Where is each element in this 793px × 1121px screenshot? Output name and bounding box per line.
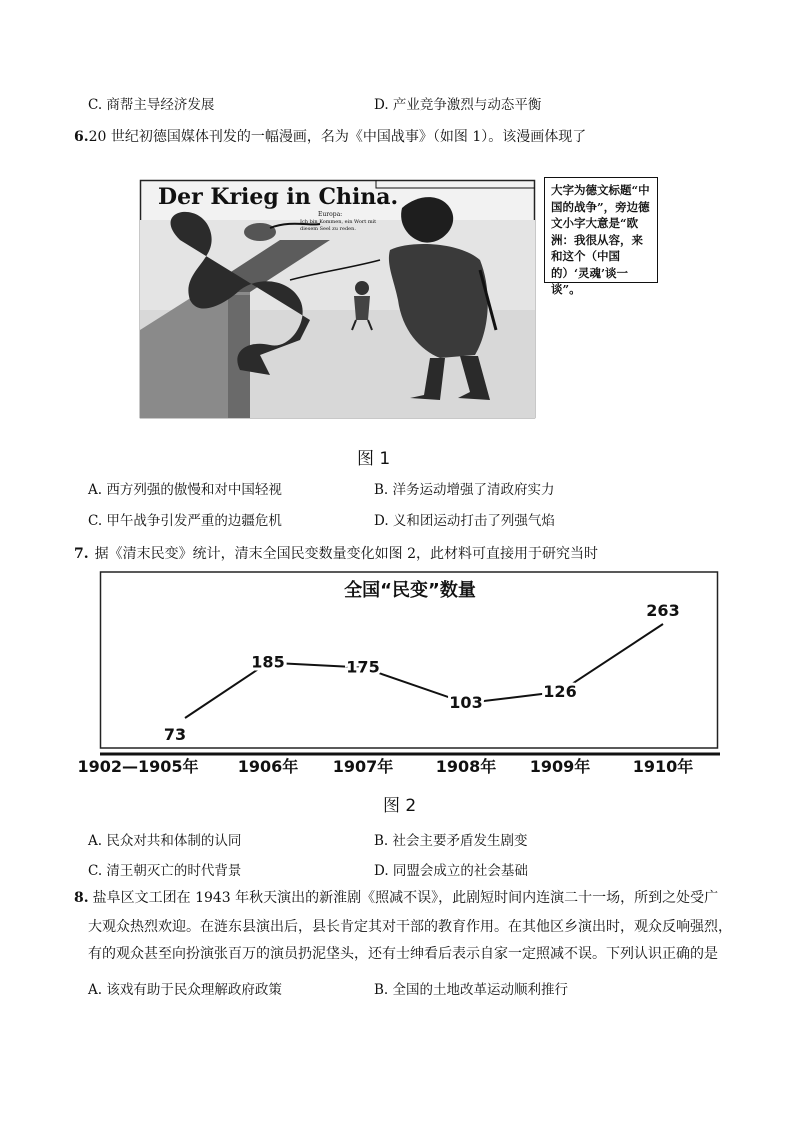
q7-number: 7. — [74, 546, 89, 562]
chart-value-label: 175 — [346, 657, 380, 677]
cartoon-small-figure-body — [354, 296, 370, 320]
q8-line-3: 有的观众甚至向扮演张百万的演员扔泥垡头，还有士绅看后表示自家一定照减不误。下列认识正确的是 — [88, 946, 718, 962]
cartoon-dragon-head — [244, 223, 276, 241]
chart-svg — [77, 568, 720, 778]
cartoon-small-figure-head — [355, 281, 369, 295]
chart-title: 全国“民变”数量 — [344, 580, 476, 601]
q5-option-c: C. 商帮主导经济发展 — [88, 97, 215, 113]
q8-line-1 — [74, 889, 718, 907]
chart-x-tick-label: 1909年 — [529, 757, 591, 776]
cartoon-drawing — [140, 180, 535, 418]
q7-stem-text: 据《清末民变》统计，清末全国民变数量变化如图 2，此材料可直接用于研究当时 — [94, 546, 598, 562]
q8-option-b: B. 全国的土地改革运动顺利推行 — [374, 982, 569, 998]
q7-option-c: C. 清王朝灭亡的时代背景 — [88, 863, 242, 879]
figure-2-chart — [77, 568, 720, 778]
chart-value-label: 126 — [543, 681, 577, 701]
q7-stem — [74, 545, 598, 563]
q6-option-c: C. 甲午战争引发严重的边疆危机 — [88, 513, 282, 529]
chart-value-label: 263 — [646, 601, 680, 620]
cartoon-image — [140, 180, 535, 418]
q6-option-b: B. 洋务运动增强了清政府实力 — [374, 482, 555, 498]
cartoon-title: Der Krieg in China. — [158, 184, 399, 210]
q6-stem — [74, 128, 586, 146]
q8-number: 8. — [74, 890, 89, 906]
q5-option-d: D. 产业竞争激烈与动态平衡 — [374, 97, 542, 113]
q7-option-a: A. 民众对共和体制的认同 — [88, 833, 242, 849]
cartoon-caption-line-1: Europa: — [318, 211, 343, 218]
chart-x-tick-label: 1910年 — [632, 757, 694, 776]
chart-x-tick-label: 1902—1905年 — [77, 757, 199, 776]
chart-x-tick-label: 1906年 — [237, 757, 299, 776]
figure-2-label: 图 2 — [383, 796, 417, 816]
q6-option-a: A. 西方列强的傲慢和对中国轻视 — [88, 482, 282, 498]
cartoon-caption-line-3: diesem Seel zu reden. — [300, 226, 356, 232]
q8-option-a: A. 该戏有助于民众理解政府政策 — [88, 982, 282, 998]
chart-x-tick-label: 1908年 — [435, 757, 497, 776]
cartoon-caption-line-2: Ich bin Kommen, ein Wort mit — [300, 219, 377, 225]
chart-x-tick-label: 1907年 — [332, 757, 394, 776]
q8-line-2: 大观众热烈欢迎。在涟东县演出后，县长肯定其对干部的教育作用。在其他区乡演出时，观众反响强烈， — [88, 919, 732, 935]
q7-option-d: D. 同盟会成立的社会基础 — [374, 863, 528, 879]
q6-option-d: D. 义和团运动打击了列强气焰 — [374, 513, 555, 529]
q7-option-b: B. 社会主要矛盾发生剧变 — [374, 833, 528, 849]
cartoon-annotation-box: 大字为德文标题“中国的战争”，旁边德文小字大意是“欧洲：我很从容，来和这个（中国的）‘灵魂’谈一谈”。 — [544, 177, 658, 283]
q8-line-1-text: 盐阜区文工团在 1943 年秋天演出的新淮剧《照减不误》，此剧短时间内连演二十一场，所到之处受广 — [92, 890, 719, 906]
q6-stem-text: 20 世纪初德国媒体刊发的一幅漫画，名为《中国战事》（如图 1）。该漫画体现了 — [88, 129, 587, 145]
chart-value-label: 73 — [163, 725, 187, 744]
figure-1-label: 图 1 — [357, 449, 391, 469]
q6-number: 6. — [74, 129, 89, 145]
chart-value-label: 103 — [449, 693, 483, 713]
chart-value-label: 185 — [251, 652, 285, 672]
